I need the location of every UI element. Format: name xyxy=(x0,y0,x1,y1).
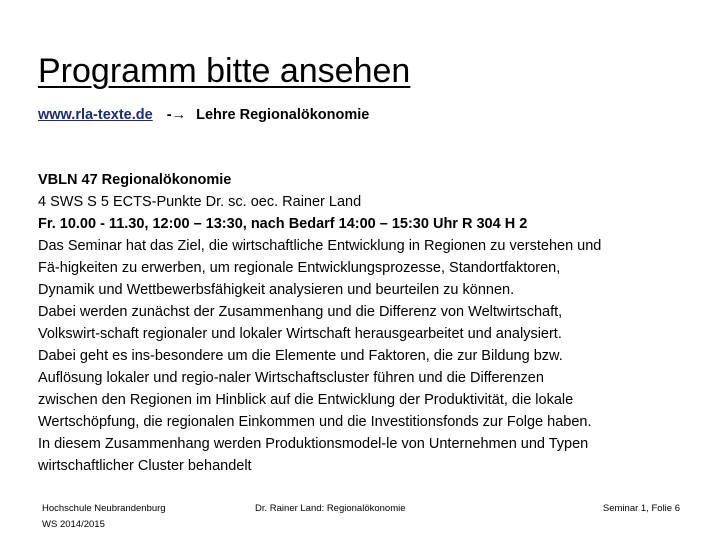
description-line: Dabei werden zunächst der Zusammenhang und die Differenz von Weltwirtschaft, xyxy=(38,304,563,320)
course-description xyxy=(38,169,688,477)
course-heading: VBLN 47 Regionalökonomie xyxy=(38,172,232,188)
description-line: In diesem Zusammenhang werden Produktionsmodel-le von Unternehmen und Typen xyxy=(38,436,589,452)
description-line: wirtschaftlicher Cluster behandelt xyxy=(38,458,252,474)
arrow-icon: -→ xyxy=(166,107,187,123)
description-line: Volkswirt-schaft regionaler und lokaler Wirtschaft herausgearbeitet und analysiert. xyxy=(38,326,562,342)
link-target-label: Lehre Regionalökonomie xyxy=(196,107,370,123)
description-line: Auflösung lokaler und regio-naler Wirtschaftscluster führen und die Differenzen xyxy=(38,370,544,386)
footer-semester: WS 2014/2015 xyxy=(42,519,105,530)
footer-institution xyxy=(42,501,166,533)
course-info: 4 SWS S 5 ECTS-Punkte Dr. sc. oec. Rainer Land xyxy=(38,194,362,210)
description-line: zwischen den Regionen im Hinblick auf die Entwicklung der Produktivität, die lokale xyxy=(38,392,574,408)
course-schedule: Fr. 10.00 - 11.30, 12:00 – 13:30, nach Bedarf 14:00 – 15:30 Uhr R 304 H 2 xyxy=(38,216,528,232)
slide-title: Programm bitte ansehen xyxy=(38,51,411,90)
footer-author: Dr. Rainer Land: Regionalökonomie xyxy=(255,503,406,514)
website-link[interactable]: www.rla-texte.de xyxy=(38,107,153,123)
description-line: Dynamik und Wettbewerbsfähigkeit analysieren und beurteilen zu können. xyxy=(38,282,515,298)
link-line xyxy=(38,104,369,126)
description-line: Dabei geht es ins-besondere um die Elemente und Faktoren, die zur Bildung bzw. xyxy=(38,348,563,364)
description-line: Wertschöpfung, die regionalen Einkommen und die Investitionsfonds zur Folge haben. xyxy=(38,414,592,430)
footer-slide-number: Seminar 1, Folie 6 xyxy=(602,503,680,514)
footer-institution-name: Hochschule Neubrandenburg xyxy=(42,503,166,514)
description-line: Fä-higkeiten zu erwerben, um regionale Entwicklungsprozesse, Standortfaktoren, xyxy=(38,260,561,276)
description-line: Das Seminar hat das Ziel, die wirtschaftliche Entwicklung in Regionen zu verstehen und xyxy=(38,238,602,254)
